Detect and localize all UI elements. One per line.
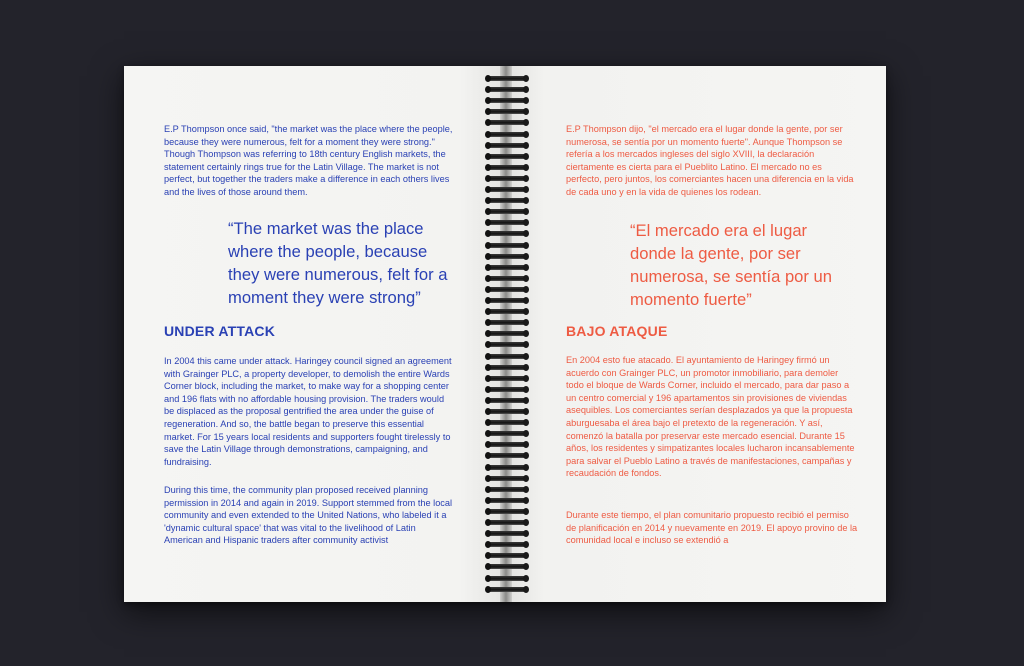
right-intro-paragraph: E.P Thompson dijo, "el mercado era el lugar donde la gente, por ser numerosa, se sentía por un momento fuerte". Aunque Thompson se refería a los mercados ingleses del siglo XVIII, la declaración ciertamente es cierta para el Pueblito Latino. El mercado no es perfecto, pero juntos, los comerciantes hacen una diferencia en la vida de cada uno y en la vida de quienes los rodean. xyxy=(566,124,854,197)
spiral-ring xyxy=(488,365,526,370)
spiral-ring xyxy=(488,542,526,547)
spiral-ring xyxy=(488,531,526,536)
spiral-ring xyxy=(488,298,526,303)
spiral-ring xyxy=(488,376,526,381)
right-section-heading: BAJO ATAQUE xyxy=(566,323,668,339)
spiral-ring xyxy=(488,209,526,214)
spiral-ring xyxy=(488,132,526,137)
spiral-ring xyxy=(488,143,526,148)
spiral-ring xyxy=(488,109,526,114)
right-body-paragraph-2: Durante este tiempo, el plan comunitario propuesto recibió el permiso de planificación en 2014 y nuevamente en 2019. El apoyo provino de la comunidad local e incluso se extendió a xyxy=(566,510,858,546)
spiral-ring xyxy=(488,176,526,181)
spiral-ring xyxy=(488,198,526,203)
spiral-ring xyxy=(488,320,526,325)
spiral-ring xyxy=(488,265,526,270)
spiral-ring xyxy=(488,420,526,425)
right-page xyxy=(506,66,886,602)
spiral-ring xyxy=(488,342,526,347)
spiral-ring xyxy=(488,453,526,458)
spiral-ring xyxy=(488,387,526,392)
spiral-ring xyxy=(488,254,526,259)
spiral-ring xyxy=(488,553,526,558)
spiral-ring xyxy=(488,498,526,503)
spiral-ring xyxy=(488,587,526,592)
spiral-ring xyxy=(488,98,526,103)
spiral-ring xyxy=(488,564,526,569)
left-intro-paragraph: E.P Thompson once said, "the market was the place where the people, because they were numerous, felt for a moment they were strong." Though Thompson was referring to 18th century English markets, the statement certainly rings true for the Latin Village. The market is not perfect, but together the traders make a difference in each others lives and the lives of those around them. xyxy=(164,124,453,197)
spiral-ring xyxy=(488,120,526,125)
spiral-ring xyxy=(488,309,526,314)
spiral-ring xyxy=(488,243,526,248)
right-body-paragraph-1: En 2004 esto fue atacado. El ayuntamiento de Haringey firmó un acuerdo con Grainger PLC, un promotor inmobiliario, para demoler todo el bloque de Wards Corner, incluido el mercado, para dar paso a un centro comercial y 196 apartamentos sin provisiones de viviendas asequibles. Los comerciantes serían desplazados ya que la propuesta aburguesaba el área bajo el pretexto de la regeneración. Y así, comenzó la batalla por preservar este mercado esencial. Durante 15 años, los residentes y simpatizantes locales lucharon incansablemente para salvar el Pueblo Latino a través de manifestaciones, campañas y recaudación de fondos. xyxy=(566,355,855,479)
left-section-heading: UNDER ATTACK xyxy=(164,323,276,339)
spiral-ring xyxy=(488,431,526,436)
spiral-ring xyxy=(488,398,526,403)
right-pull-quote: “El mercado era el lugar donde la gente, por ser numerosa, se sentía por un momento fuerte” xyxy=(630,221,833,309)
spiral-ring xyxy=(488,331,526,336)
spiral-ring xyxy=(488,87,526,92)
left-body-paragraph-1: In 2004 this came under attack. Haringey council signed an agreement with Grainger PLC, a property developer, to demolish the entire Wards Corner block, including the market, to make way for a shopping center and 196 flats with no affordable housing provision. The traders would be displaced as the proposal gentrified the area under the guise of regeneration. And so, the battle began to preserve this essential market. For 15 years local residents and supporters fought tirelessly to save the Latin Village through demonstrations, campaigning, and fundraising. xyxy=(164,356,452,467)
spiral-ring xyxy=(488,576,526,581)
spiral-ring xyxy=(488,187,526,192)
spiral-ring xyxy=(488,409,526,414)
spiral-ring xyxy=(488,465,526,470)
spiral-ring xyxy=(488,276,526,281)
spiral-ring xyxy=(488,231,526,236)
spiral-ring xyxy=(488,442,526,447)
spiral-ring xyxy=(488,287,526,292)
spiral-ring xyxy=(488,165,526,170)
spiral-ring xyxy=(488,509,526,514)
spiral-ring xyxy=(488,220,526,225)
spiral-ring xyxy=(488,354,526,359)
spiral-ring xyxy=(488,520,526,525)
left-pull-quote: “The market was the place where the people, because they were numerous, felt for a moment they were strong” xyxy=(228,219,448,307)
spiral-ring xyxy=(488,487,526,492)
left-page xyxy=(124,66,506,602)
open-notebook xyxy=(124,66,886,602)
spiral-ring xyxy=(488,154,526,159)
left-body-paragraph-2: During this time, the community plan proposed received planning permission in 2014 and again in 2019. Support stemmed from the local community and even extended to the United Nations, who labeled it a 'dynamic cultural space' that was vital to the livelihood of Latin American and Hispanic traders after community activist xyxy=(164,485,453,546)
spiral-ring xyxy=(488,476,526,481)
spiral-ring xyxy=(488,76,526,81)
